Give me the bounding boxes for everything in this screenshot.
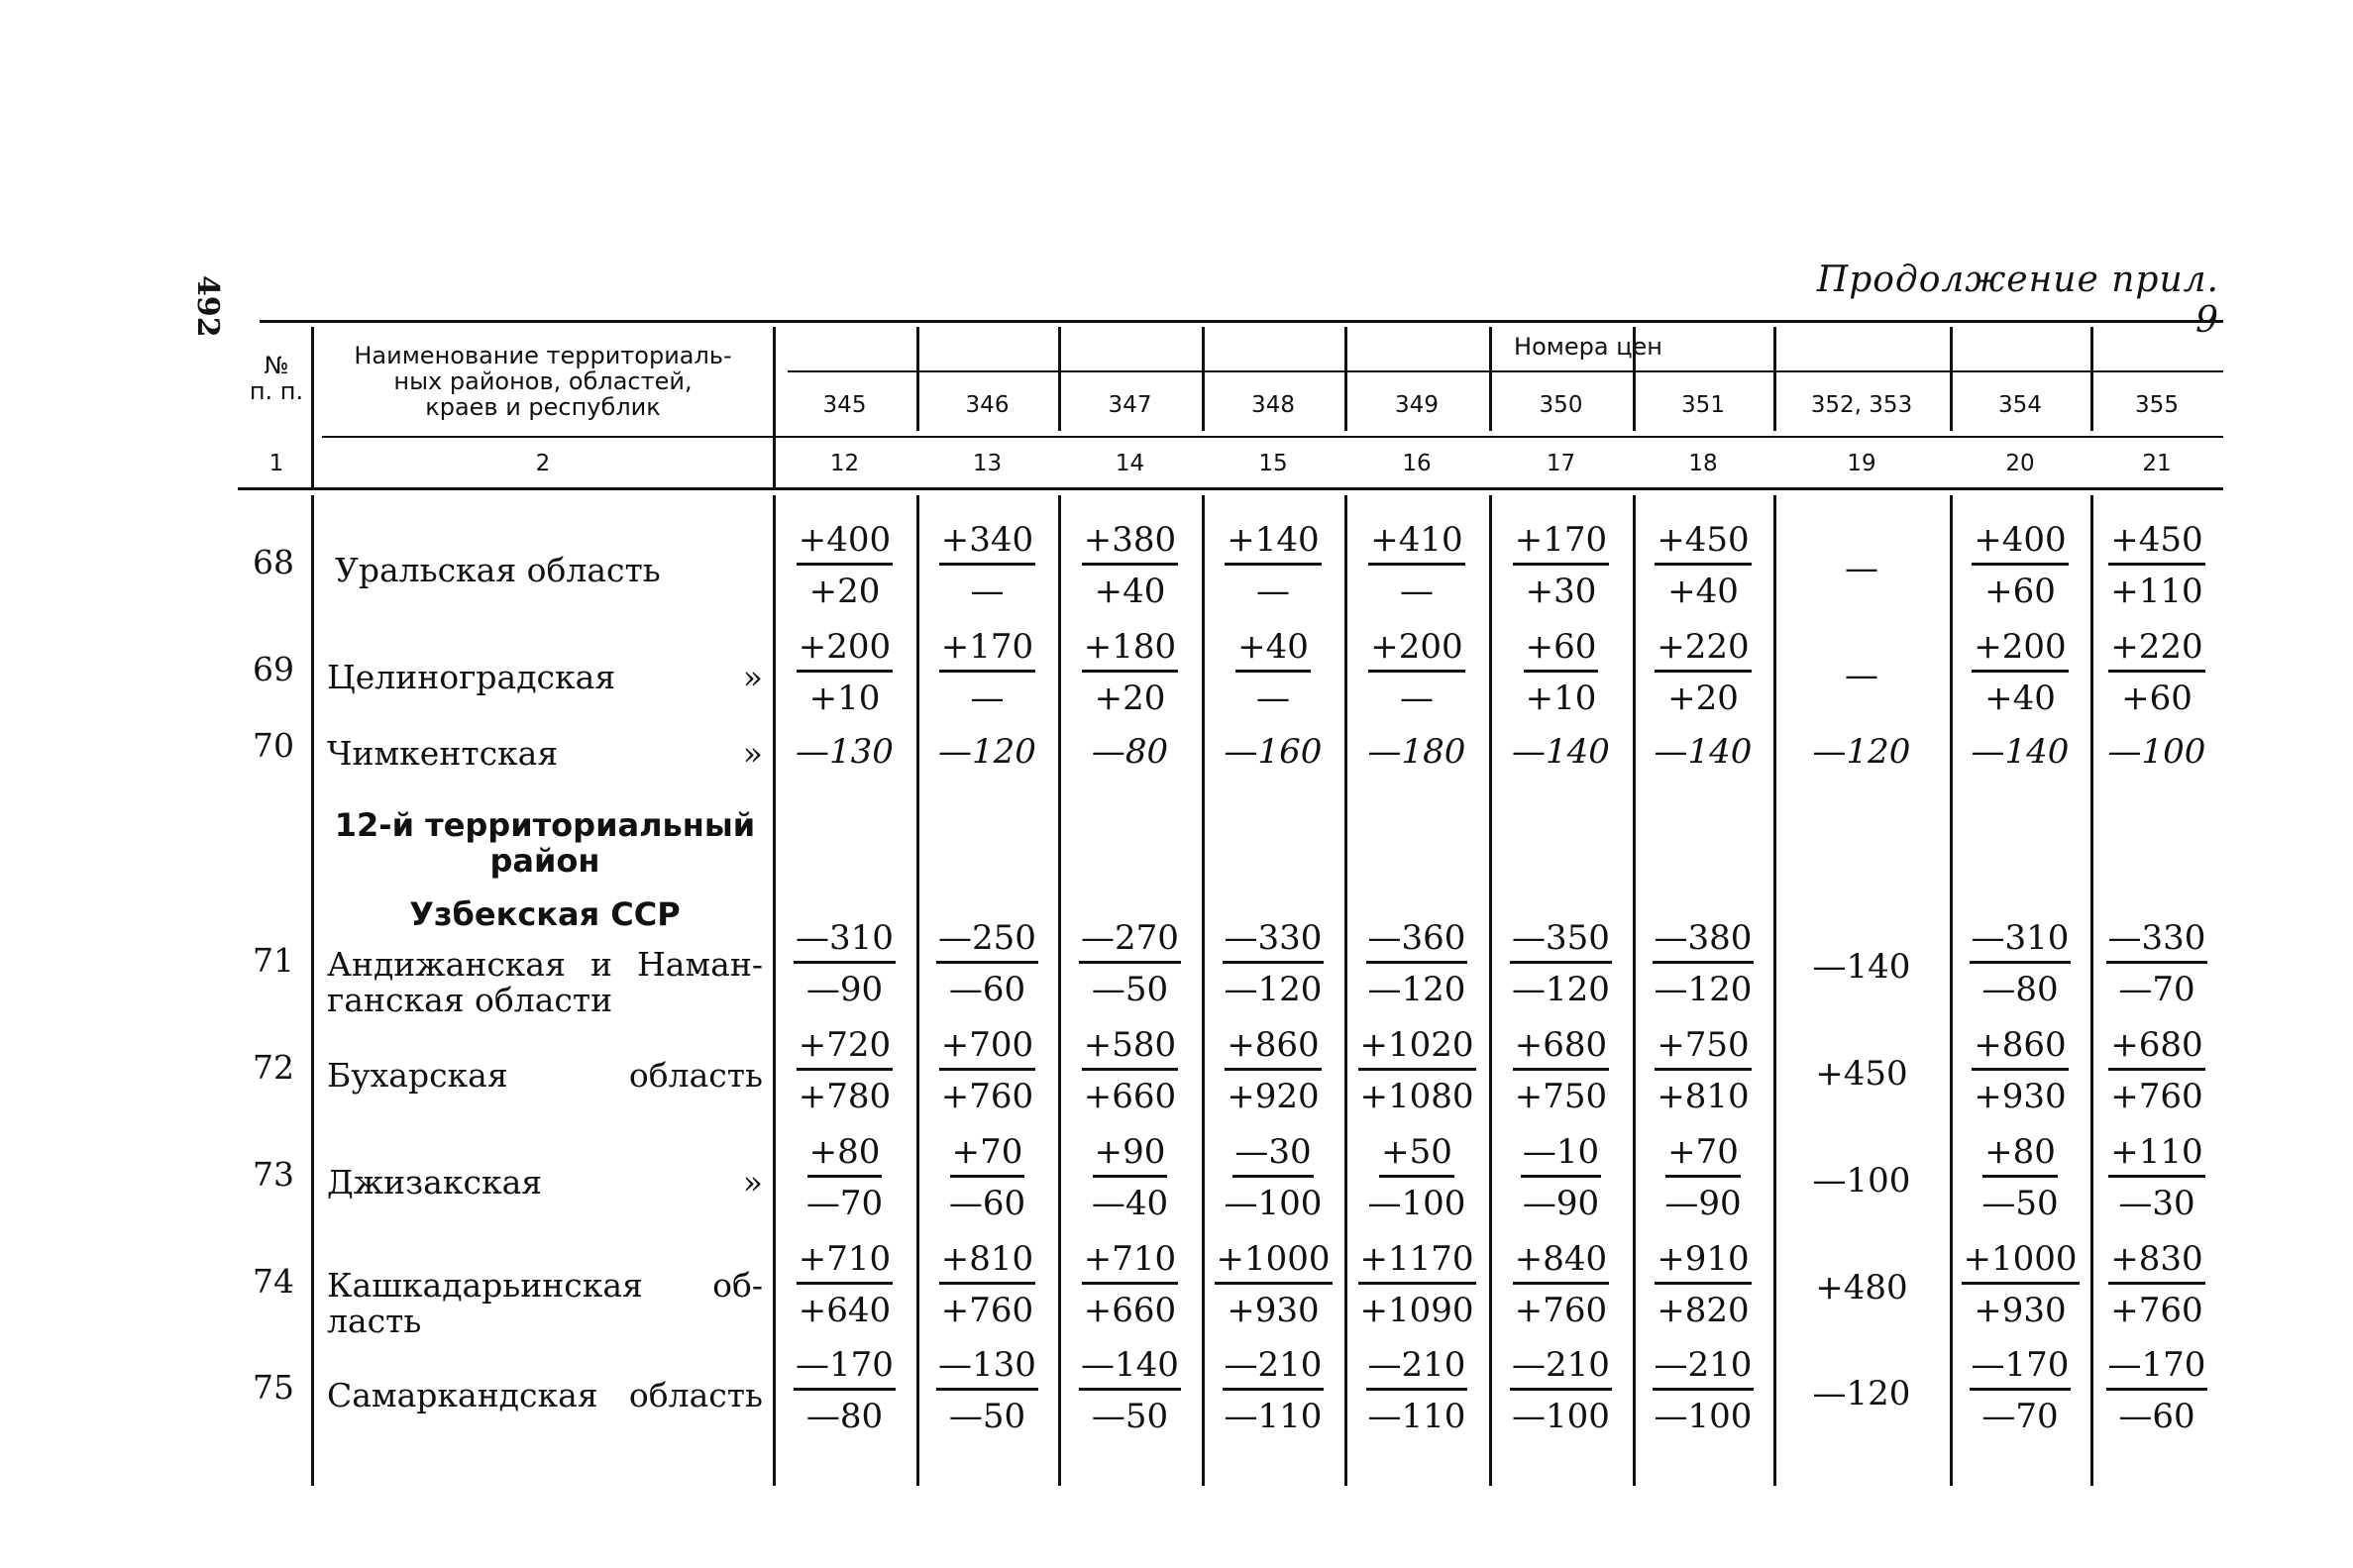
- fraction-cell: [1507, 1022, 1616, 1118]
- fraction-numerator: —210: [1223, 1342, 1325, 1391]
- fraction-denominator: +20: [808, 572, 881, 611]
- header-code-345: 345: [822, 392, 867, 418]
- header-index-18: 18: [1688, 451, 1718, 476]
- row-name-line: ганская области: [327, 981, 613, 1019]
- col-divider-body: [1202, 495, 1205, 1486]
- value-cell: —130: [796, 732, 894, 772]
- value-cell: —100: [1812, 1161, 1911, 1201]
- row-number: 73: [253, 1155, 294, 1194]
- fraction-denominator: +760: [2110, 1291, 2203, 1330]
- fraction-denominator: +1090: [1359, 1291, 1474, 1330]
- fraction-cell: [1219, 1129, 1328, 1225]
- col-divider-body: [2090, 495, 2093, 1486]
- row-name-word: »: [742, 658, 763, 696]
- col-divider-body: [1344, 495, 1347, 1486]
- col-divider-body: [1058, 495, 1061, 1486]
- fraction-denominator: —110: [1224, 1397, 1323, 1436]
- fraction-denominator: —40: [1091, 1184, 1169, 1223]
- fraction-cell: [791, 517, 900, 613]
- code-row-rule: [322, 436, 2223, 438]
- row-name-word: »: [742, 734, 763, 773]
- fraction-numerator: +220: [1655, 624, 1751, 673]
- row-name-word: область: [628, 1376, 763, 1414]
- fraction-cell: [1649, 915, 1758, 1011]
- value-cell: —100: [2107, 732, 2206, 772]
- fraction-numerator: +860: [1225, 1022, 1321, 1071]
- fraction-cell: [1362, 624, 1471, 720]
- fraction-denominator: —: [1256, 572, 1290, 611]
- value-cell: +450: [1815, 1054, 1908, 1094]
- fraction-cell: [933, 517, 1042, 613]
- col-divider-body: [916, 495, 919, 1486]
- fraction-denominator: —120: [1224, 970, 1323, 1009]
- fraction-numerator: —250: [936, 915, 1038, 964]
- fraction-numerator: —140: [1079, 1342, 1181, 1391]
- fraction-cell: [1649, 624, 1758, 720]
- fraction-numerator: —330: [1223, 915, 1325, 964]
- fraction-cell: [1076, 517, 1185, 613]
- fraction-numerator: +400: [797, 517, 893, 566]
- fraction-numerator: +200: [1368, 624, 1464, 673]
- fraction-denominator: —80: [1981, 970, 2059, 1009]
- fraction-denominator: —100: [1367, 1184, 1466, 1223]
- header-code-348: 348: [1251, 392, 1295, 418]
- fraction-denominator: —100: [1654, 1397, 1753, 1436]
- row-name-word: Наман-: [637, 945, 763, 984]
- fraction-denominator: +930: [1974, 1077, 2067, 1116]
- header-index-name: 2: [535, 451, 551, 476]
- value-cell: —160: [1224, 732, 1323, 772]
- row-name-line: [327, 947, 763, 983]
- fraction-numerator: +680: [2108, 1022, 2204, 1071]
- value-cell: —: [1845, 549, 1878, 588]
- header-index-20: 20: [2005, 451, 2035, 476]
- row-name-word: область: [628, 1056, 763, 1095]
- fraction-denominator: +930: [1227, 1291, 1320, 1330]
- fraction-numerator: —210: [1366, 1342, 1468, 1391]
- fraction-cell: [1966, 1129, 2075, 1225]
- fraction-denominator: —70: [805, 1184, 884, 1223]
- fraction-denominator: —50: [948, 1397, 1026, 1436]
- value-cell: —120: [1812, 1374, 1911, 1413]
- fraction-denominator: —80: [805, 1397, 884, 1436]
- fraction-numerator: —270: [1079, 915, 1181, 964]
- value-cell: —80: [1091, 732, 1169, 772]
- page-number: 492: [190, 275, 225, 338]
- header-group: Номера цен: [1514, 333, 1662, 361]
- fraction-numerator: +90: [1093, 1129, 1168, 1178]
- row-name: [327, 1058, 763, 1094]
- fraction-cell: [1219, 1022, 1328, 1118]
- header-code-355: 355: [2135, 392, 2179, 418]
- header-index-15: 15: [1258, 451, 1288, 476]
- fraction-denominator: —90: [1522, 1184, 1600, 1223]
- header-name: Наименование территориаль- ных районов, областей, краев и республик: [354, 342, 732, 421]
- fraction-numerator: +710: [1082, 1236, 1178, 1285]
- fraction-denominator: —: [1256, 679, 1290, 718]
- row-name-word: Чимкентская: [327, 734, 559, 773]
- header-no: № п. п.: [249, 352, 304, 405]
- fraction-cell: [791, 1236, 900, 1332]
- fraction-numerator: +170: [1513, 517, 1609, 566]
- fraction-cell: [1076, 1342, 1185, 1438]
- fraction-denominator: —90: [805, 970, 884, 1009]
- fraction-cell: [933, 1342, 1042, 1438]
- fraction-denominator: —50: [1091, 1397, 1169, 1436]
- header-top-rule: [260, 320, 2223, 323]
- fraction-cell: [1966, 915, 2075, 1011]
- value-cell: —140: [1512, 732, 1610, 772]
- row-name: [327, 1268, 763, 1339]
- fraction-cell: [2102, 1129, 2211, 1225]
- fraction-cell: [1649, 517, 1758, 613]
- fraction-denominator: +760: [1514, 1291, 1608, 1330]
- fraction-cell: [1219, 624, 1328, 720]
- row-number: 72: [253, 1048, 294, 1087]
- row-name-word: об-: [712, 1266, 763, 1305]
- fraction-denominator: —60: [948, 970, 1026, 1009]
- fraction-denominator: +40: [1094, 572, 1166, 611]
- fraction-denominator: —: [970, 679, 1005, 718]
- col-divider-body: [1773, 495, 1776, 1486]
- group-header-rule: [788, 370, 2223, 372]
- value-cell: —180: [1367, 732, 1466, 772]
- fraction-denominator: —120: [1367, 970, 1466, 1009]
- fraction-numerator: +680: [1513, 1022, 1609, 1071]
- continuation-caption: Продолжение прил. 9: [1816, 260, 2219, 341]
- fraction-denominator: +780: [798, 1077, 892, 1116]
- fraction-denominator: +110: [2110, 572, 2203, 611]
- fraction-cell: [1966, 517, 2075, 613]
- fraction-denominator: —60: [2118, 1397, 2195, 1436]
- fraction-numerator: —10: [1521, 1129, 1601, 1178]
- row-name-word: и: [589, 945, 612, 984]
- fraction-cell: [1362, 915, 1471, 1011]
- fraction-cell: [1507, 517, 1616, 613]
- fraction-cell: [1359, 1236, 1474, 1332]
- header-index-13: 13: [972, 451, 1003, 476]
- fraction-numerator: —170: [1970, 1342, 2072, 1391]
- fraction-cell: [791, 1022, 900, 1118]
- fraction-cell: [2102, 624, 2211, 720]
- row-number: 70: [253, 726, 294, 765]
- fraction-numerator: —350: [1510, 915, 1612, 964]
- fraction-numerator: —310: [794, 915, 896, 964]
- fraction-cell: [1076, 915, 1185, 1011]
- fraction-cell: [933, 915, 1042, 1011]
- header-index-12: 12: [829, 451, 860, 476]
- fraction-numerator: —170: [794, 1342, 896, 1391]
- row-name-line: [327, 1268, 763, 1304]
- fraction-denominator: +750: [1514, 1077, 1608, 1116]
- header-code-351: 351: [1681, 392, 1725, 418]
- fraction-denominator: —: [1400, 572, 1434, 611]
- value-cell: —140: [1971, 732, 2070, 772]
- fraction-denominator: +60: [1984, 572, 2056, 611]
- fraction-numerator: +750: [1655, 1022, 1751, 1071]
- header-code-354: 354: [1998, 392, 2042, 418]
- header-code-349: 349: [1395, 392, 1439, 418]
- fraction-denominator: +20: [1667, 679, 1739, 718]
- fraction-cell: [1362, 1342, 1471, 1438]
- fraction-numerator: +200: [797, 624, 893, 673]
- fraction-cell: [1076, 1236, 1185, 1332]
- header-index-14: 14: [1115, 451, 1145, 476]
- header-bottom-rule: [238, 487, 2223, 490]
- fraction-numerator: +710: [797, 1236, 893, 1285]
- col-divider-header: [2090, 327, 2093, 431]
- fraction-denominator: +930: [1974, 1291, 2067, 1330]
- fraction-numerator: +810: [939, 1236, 1035, 1285]
- fraction-cell: [1507, 915, 1616, 1011]
- fraction-denominator: —100: [1224, 1184, 1323, 1223]
- fraction-numerator: +720: [797, 1022, 893, 1071]
- fraction-denominator: +760: [940, 1291, 1034, 1330]
- row-number: 68: [253, 543, 294, 581]
- fraction-numerator: +580: [1082, 1022, 1178, 1071]
- fraction-cell: [1507, 1236, 1616, 1332]
- header-code-346: 346: [965, 392, 1010, 418]
- fraction-numerator: +140: [1225, 517, 1321, 566]
- header-index-19: 19: [1847, 451, 1876, 476]
- fraction-cell: [1362, 517, 1471, 613]
- row-name: [327, 947, 763, 1018]
- fraction-denominator: +640: [798, 1291, 892, 1330]
- fraction-cell: [933, 624, 1042, 720]
- header-code-347: 347: [1108, 392, 1152, 418]
- fraction-cell: [1963, 1236, 2078, 1332]
- fraction-numerator: +180: [1082, 624, 1178, 673]
- fraction-denominator: +60: [2121, 679, 2193, 718]
- fraction-numerator: —30: [1232, 1129, 1313, 1178]
- fraction-numerator: —310: [1970, 915, 2072, 964]
- fraction-numerator: —330: [2106, 915, 2208, 964]
- value-cell: —120: [1812, 732, 1911, 772]
- header-index-17: 17: [1546, 451, 1576, 476]
- fraction-denominator: —100: [1512, 1397, 1610, 1436]
- fraction-cell: [2102, 1342, 2211, 1438]
- fraction-numerator: +1000: [1962, 1236, 2080, 1285]
- header-index-no: 1: [268, 451, 284, 476]
- fraction-cell: [933, 1022, 1042, 1118]
- fraction-numerator: +70: [1665, 1129, 1741, 1178]
- fraction-cell: [1216, 1236, 1331, 1332]
- fraction-denominator: —120: [1654, 970, 1753, 1009]
- fraction-denominator: +1080: [1359, 1077, 1474, 1116]
- fraction-numerator: +840: [1513, 1236, 1609, 1285]
- fraction-numerator: +830: [2108, 1236, 2204, 1285]
- fraction-numerator: +1170: [1358, 1236, 1476, 1285]
- col-divider-no: [311, 327, 314, 487]
- fraction-cell: [791, 1342, 900, 1438]
- row-number: 71: [253, 941, 294, 980]
- fraction-cell: [791, 1129, 900, 1225]
- row-number: 69: [253, 650, 294, 688]
- fraction-cell: [1507, 1129, 1616, 1225]
- fraction-cell: [1219, 517, 1328, 613]
- fraction-numerator: +400: [1972, 517, 2068, 566]
- fraction-denominator: +820: [1657, 1291, 1750, 1330]
- fraction-cell: [2102, 915, 2211, 1011]
- fraction-cell: [1359, 1022, 1474, 1118]
- fraction-cell: [1966, 624, 2075, 720]
- fraction-denominator: +810: [1657, 1077, 1750, 1116]
- fraction-cell: [933, 1236, 1042, 1332]
- fraction-numerator: +110: [2108, 1129, 2204, 1178]
- fraction-denominator: +920: [1227, 1077, 1320, 1116]
- fraction-numerator: +80: [807, 1129, 883, 1178]
- fraction-denominator: —90: [1664, 1184, 1742, 1223]
- col-divider-body: [1633, 495, 1636, 1486]
- col-divider-body: [1489, 495, 1492, 1486]
- row-name-word: Бухарская: [327, 1056, 508, 1095]
- fraction-numerator: +910: [1655, 1236, 1751, 1285]
- fraction-denominator: +40: [1667, 572, 1739, 611]
- fraction-numerator: +380: [1082, 517, 1178, 566]
- fraction-cell: [1076, 624, 1185, 720]
- col-divider-header: [1058, 327, 1061, 431]
- row-name: [327, 1378, 763, 1413]
- fraction-numerator: —380: [1653, 915, 1755, 964]
- row-name-word: Андижанская: [327, 945, 566, 984]
- fraction-denominator: —70: [2118, 970, 2195, 1009]
- fraction-numerator: —210: [1653, 1342, 1755, 1391]
- fraction-denominator: +760: [940, 1077, 1034, 1116]
- fraction-numerator: +50: [1379, 1129, 1454, 1178]
- row-name: Уральская область: [335, 551, 661, 589]
- value-cell: —120: [938, 732, 1036, 772]
- fraction-numerator: +70: [950, 1129, 1025, 1178]
- row-name-word: Целиноградская: [327, 658, 616, 696]
- fraction-denominator: +10: [1525, 679, 1597, 718]
- fraction-denominator: —: [970, 572, 1005, 611]
- col-divider-body: [773, 495, 776, 1486]
- fraction-cell: [1076, 1022, 1185, 1118]
- section-title: 12-й территориальный район: [334, 806, 756, 880]
- fraction-denominator: —30: [2118, 1184, 2195, 1223]
- fraction-cell: [1649, 1342, 1758, 1438]
- col-divider-no-body: [311, 495, 314, 1486]
- fraction-denominator: +760: [2110, 1077, 2203, 1116]
- fraction-denominator: —120: [1512, 970, 1610, 1009]
- fraction-cell: [933, 1129, 1042, 1225]
- fraction-cell: [1507, 1342, 1616, 1438]
- fraction-cell: [1362, 1129, 1471, 1225]
- fraction-numerator: +1020: [1358, 1022, 1476, 1071]
- fraction-numerator: +340: [939, 517, 1035, 566]
- fraction-denominator: +40: [1984, 679, 2056, 718]
- row-number: 75: [253, 1368, 294, 1407]
- row-name-line: ласть: [327, 1302, 422, 1340]
- header-index-21: 21: [2142, 451, 2172, 476]
- value-cell: —140: [1812, 947, 1911, 987]
- row-name: [327, 660, 862, 695]
- value-cell: +480: [1815, 1268, 1908, 1307]
- fraction-cell: [791, 915, 900, 1011]
- fraction-numerator: +450: [2108, 517, 2204, 566]
- fraction-denominator: +660: [1083, 1077, 1177, 1116]
- fraction-cell: [1966, 1342, 2075, 1438]
- fraction-denominator: —50: [1981, 1184, 2059, 1223]
- fraction-denominator: —: [1400, 679, 1434, 718]
- header-code-352-353: 352, 353: [1810, 392, 1913, 418]
- header-index-16: 16: [1402, 451, 1432, 476]
- fraction-denominator: +660: [1083, 1291, 1177, 1330]
- fraction-cell: [2102, 1022, 2211, 1118]
- col-divider-header: [916, 327, 919, 431]
- fraction-cell: [1219, 915, 1328, 1011]
- fraction-numerator: +170: [939, 624, 1035, 673]
- row-number: 74: [253, 1262, 294, 1301]
- row-name: [327, 1165, 862, 1201]
- fraction-numerator: +40: [1235, 624, 1311, 673]
- fraction-numerator: —170: [2106, 1342, 2208, 1391]
- fraction-cell: [1219, 1342, 1328, 1438]
- fraction-numerator: —210: [1510, 1342, 1612, 1391]
- fraction-numerator: +60: [1524, 624, 1599, 673]
- row-name-word: Джизакская: [327, 1163, 543, 1202]
- fraction-denominator: +20: [1094, 679, 1166, 718]
- fraction-denominator: +10: [808, 679, 881, 718]
- fraction-numerator: —130: [936, 1342, 1038, 1391]
- fraction-denominator: —110: [1367, 1397, 1466, 1436]
- fraction-denominator: +30: [1525, 572, 1597, 611]
- fraction-cell: [2102, 1236, 2211, 1332]
- fraction-denominator: —60: [948, 1184, 1026, 1223]
- value-cell: —: [1845, 656, 1878, 695]
- subsection-title: Узбекская ССР: [409, 895, 681, 933]
- fraction-cell: [2102, 517, 2211, 613]
- fraction-numerator: +1000: [1215, 1236, 1333, 1285]
- fraction-numerator: +200: [1972, 624, 2068, 673]
- value-cell: —140: [1654, 732, 1753, 772]
- col-divider-header: [773, 327, 776, 487]
- fraction-cell: [1507, 624, 1616, 720]
- fraction-numerator: +700: [939, 1022, 1035, 1071]
- fraction-denominator: —70: [1981, 1397, 2059, 1436]
- fraction-numerator: +220: [2108, 624, 2204, 673]
- fraction-cell: [1649, 1022, 1758, 1118]
- fraction-numerator: +80: [1982, 1129, 2058, 1178]
- fraction-cell: [1076, 1129, 1185, 1225]
- row-name-word: »: [742, 1163, 763, 1202]
- fraction-denominator: —50: [1091, 970, 1169, 1009]
- col-divider-body: [1950, 495, 1953, 1486]
- row-name-word: Самаркандская: [327, 1376, 598, 1414]
- fraction-cell: [1966, 1022, 2075, 1118]
- fraction-numerator: +450: [1655, 517, 1751, 566]
- fraction-cell: [1649, 1129, 1758, 1225]
- header-code-350: 350: [1539, 392, 1583, 418]
- fraction-numerator: +410: [1368, 517, 1464, 566]
- fraction-numerator: —360: [1366, 915, 1468, 964]
- fraction-cell: [1649, 1236, 1758, 1332]
- fraction-cell: [791, 624, 900, 720]
- fraction-numerator: +860: [1972, 1022, 2068, 1071]
- row-name-word: Кашкадарьинская: [327, 1266, 643, 1305]
